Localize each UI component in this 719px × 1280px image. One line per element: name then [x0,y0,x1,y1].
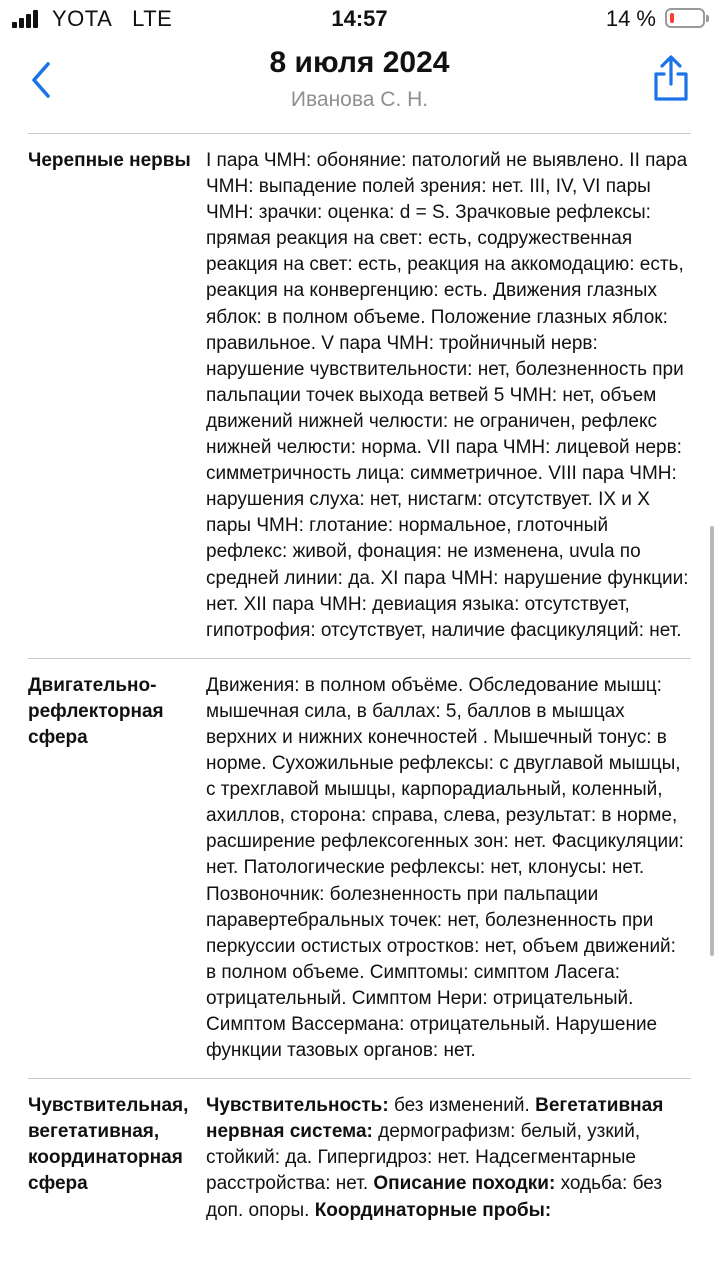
heading-autonomic: Вегетативная нервная система: [206,1095,664,1143]
page-title: 8 июля 2024 [269,46,450,79]
navigation-bar [0,40,719,134]
scroll-indicator[interactable] [710,526,714,956]
battery-percent: 14 % [605,6,656,31]
heading-sensitivity: Чувствительность: [206,1095,389,1117]
heading-coordination: Координаторные пробы: [314,1199,552,1221]
text-gait: ходьба: без доп. опоры. [206,1173,663,1221]
network-type: LTE [132,6,173,31]
battery-fill [670,13,674,23]
section-sensory-autonomic [28,1079,691,1237]
text-sensitivity: без изменений. [388,1095,536,1117]
section-text: Движения: в полном объёме. Обследование мышц: мышечная сила, в баллах: 5, баллов в мышцах верхних и нижних конечностей . Мышечный тонус: в норме. Сухожильные рефлексы: с двуглавой мышцы, с трехглавой мышцы, карпорадиальный, коленный, ахиллов, сторона: справа, слева, результат: в норме, расширение рефлексогенных зон: нет. Фасцикуляции: нет. Патологические рефлексы: нет, клонусы: нет. Позвоночник: болезненность при пальпации паравертебральных точек: нет, болезненность при перкуссии остистых отростков: нет, объем движений: в полном объеме. Симптомы: симптом Ласега: отрицательный. Симптом Нери: отрицательный. Симптом Вассермана: отрицательный. Нарушение функции тазовых органов: нет. [206,674,684,1062]
section-label: Черепные нервы [28,150,191,171]
section-label: Чувствительная, вегетативная, координаторная сфера [28,1095,189,1195]
text-autonomic: дермографизм: белый, узкий, стойкий: да. Гипергидроз: нет. Надсегментарные расстройства: нет. [206,1121,641,1195]
section-label: Двигательно-рефлекторная сфера [28,674,164,748]
share-icon [651,54,691,104]
section-text [206,1079,691,1237]
patient-name: Иванова С. Н. [290,88,429,111]
battery-icon [665,8,705,28]
section-text: I пара ЧМН: обоняние: патологий не выявлено. II пара ЧМН: выпадение полей зрения: нет. III, IV, VI пары ЧМН: зрачки: оценка: d = S. Зрачковые рефлексы: прямая реакция на свет: есть, содружественная реакция на свет: есть, реакция на аккомодацию: есть, реакция на конвергенцию: есть. Движения глазных яблок: в полном объеме. Положение глазных яблок: правильное. V пара ЧМН: тройничный нерв: нарушение чувствительности: нет, болезненность при пальпации точек выхода ветвей 5 ЧМН: нет, объем движений нижней челюсти: не ограничен, рефлекс нижней челюсти: норма. VII пара ЧМН: лицевой нерв: симметричность лица: симметричное. VIII пара ЧМН: нарушения слуха: нет, нистагм: отсутствует. IX и X пары ЧМН: глотание: нормальное, глоточный рефлекс: живой, фонация: не изменена, uvula по средней линии: да. XI пара ЧМН: нарушение функции: нет. XII пара ЧМН: девиация языка: отсутствует, гипотрофия: отсутствует, наличие фасцикуляций: нет. [206,150,689,641]
record-content [0,134,719,1238]
status-time: 14:57 [331,6,388,31]
carrier-name: YOTA [52,6,113,31]
share-button[interactable] [651,54,691,104]
heading-gait: Описание походки: [373,1173,556,1195]
section-cranial-nerves [28,134,691,659]
status-bar [0,0,719,40]
section-motor-reflex [28,659,691,1079]
